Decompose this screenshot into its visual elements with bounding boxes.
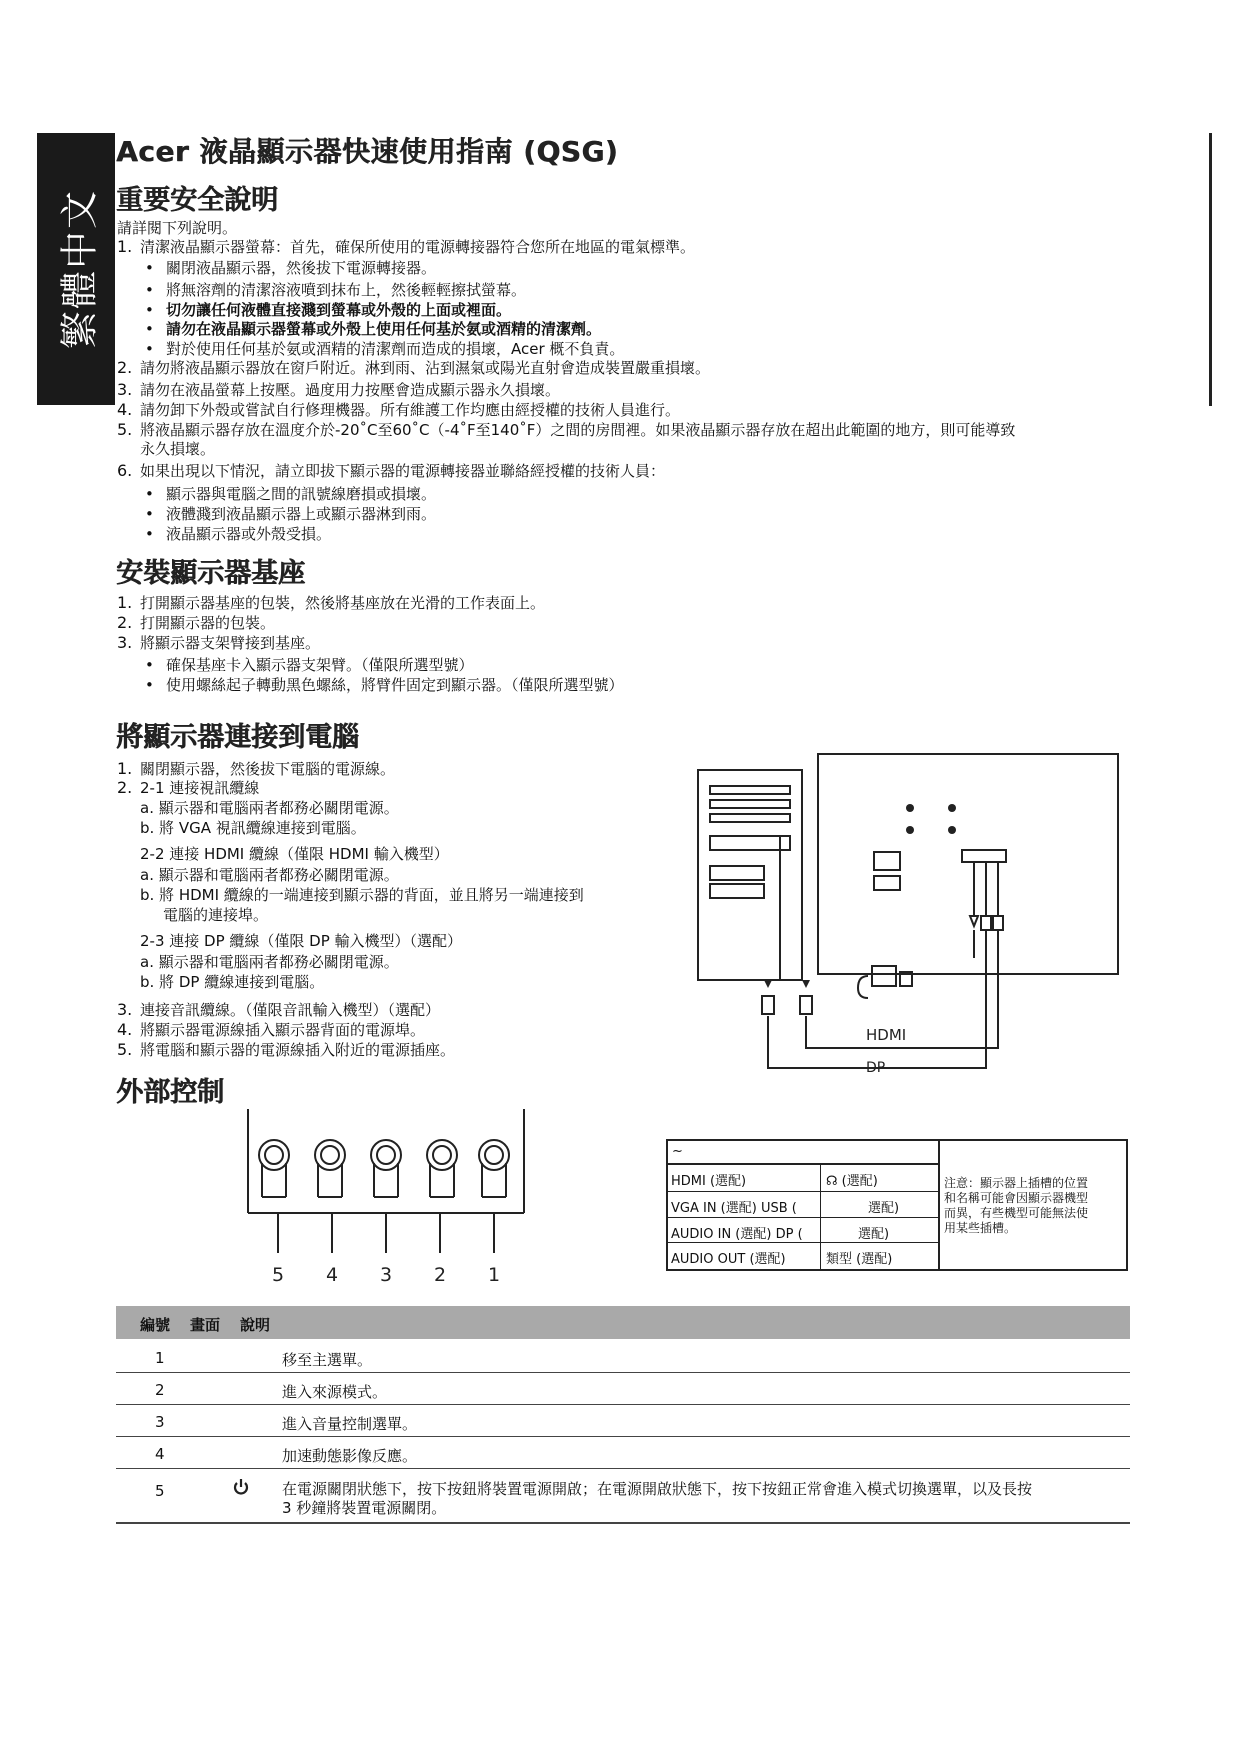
base-bullet: 確保基座卡入顯示器支架臂。（僅限所選型號） <box>166 656 474 674</box>
connect-item-text: 連接音訊纜線。（僅限音訊輸入機型）（選配） <box>140 1001 441 1019</box>
header-description: 說明 <box>240 1316 271 1334</box>
connect-sub: 電腦的連接埠。 <box>163 906 269 924</box>
page-title: Acer 液晶顯示器快速使用指南 (QSG) <box>116 135 619 168</box>
control-table-header <box>116 1306 1130 1339</box>
safety-item-text: 請勿將液晶顯示器放在窗戶附近。淋到雨、沾到濕氣或陽光直射會造成裝置嚴重損壞。 <box>140 359 711 377</box>
safety-item-text: 如果出現以下情況，請立即拔下顯示器的電源轉接器並聯絡經授權的技術人員： <box>140 462 666 480</box>
port-table-top: ~ <box>672 1144 683 1159</box>
port-cell: 類型 (選配) <box>826 1252 893 1267</box>
port-cell: ☊ (選配) <box>826 1174 878 1189</box>
row-description: 在電源關閉狀態下，按下按鈕將裝置電源開啟；在電源開啟狀態下，按下按鈕正常會進入模式切換選單，以及長按 <box>282 1480 1033 1498</box>
safety-item-text: 請勿在液晶螢幕上按壓。過度用力按壓會造成顯示器永久損壞。 <box>140 381 561 399</box>
row-number: 4 <box>155 1445 165 1463</box>
safety-bullet: 將無溶劑的清潔溶液噴到抹布上，然後輕輕擦拭螢幕。 <box>166 281 527 299</box>
safety-item-text: 清潔液晶顯示器螢幕：首先，確保所使用的電源轉接器符合您所在地區的電氣標準。 <box>140 238 696 256</box>
right-margin-rule <box>1209 133 1212 406</box>
power-icon <box>233 1478 249 1496</box>
bullet-dot: • <box>145 676 154 694</box>
bullet-dot: • <box>145 656 154 674</box>
button-number: 1 <box>488 1264 501 1286</box>
connect-item-text: 關閉顯示器，然後拔下電腦的電源線。 <box>140 760 396 778</box>
connect-item-num: 4. <box>117 1020 133 1039</box>
diagram-label-hdmi: HDMI <box>866 1026 907 1044</box>
row-divider <box>116 1468 1130 1469</box>
safety-bullet: 顯示器與電腦之間的訊號線磨損或損壞。 <box>166 485 437 503</box>
row-number: 2 <box>155 1381 165 1399</box>
row-description: 加速動態影像反應。 <box>282 1447 418 1465</box>
safety-item-text-cont: 永久損壞。 <box>140 440 216 458</box>
bullet-dot: • <box>145 320 154 338</box>
safety-bullet: 液晶顯示器或外殼受損。 <box>166 525 332 543</box>
connect-sub-heading: 2-3 連接 DP 纜線（僅限 DP 輸入機型）（選配） <box>140 932 463 950</box>
safety-item-text: 將液晶顯示器存放在溫度介於-20˚C至60˚C（-4˚F至140˚F）之間的房間裡。如果液晶顯示器存放在超出此範圍的地方，則可能導致 <box>140 421 1016 439</box>
base-item-text: 將顯示器支架臂接到基座。 <box>140 634 321 652</box>
button-number: 5 <box>272 1264 285 1286</box>
pc-tower-icon <box>698 770 802 980</box>
base-bullet: 使用螺絲起子轉動黑色螺絲，將臂件固定到顯示器。（僅限所選型號） <box>166 676 624 694</box>
connect-item-text: 2-1 連接視訊纜線 <box>140 779 260 797</box>
connect-sub: a. 顯示器和電腦兩者都務必關閉電源。 <box>140 953 399 971</box>
row-divider <box>116 1372 1130 1373</box>
safety-item-num: 1. <box>117 237 133 256</box>
language-label: 繁體中文 <box>57 188 102 350</box>
safety-bullet-bold: 請勿在液晶顯示器螢幕或外殼上使用任何基於氨或酒精的清潔劑。 <box>166 320 602 338</box>
port-cell: VGA IN (選配) USB ( <box>671 1201 797 1216</box>
row-description: 移至主選單。 <box>282 1351 373 1369</box>
base-item-text: 打開顯示器基座的包裝，然後將基座放在光滑的工作表面上。 <box>140 594 546 612</box>
connect-sub: a. 顯示器和電腦兩者都務必關閉電源。 <box>140 866 399 884</box>
language-side-tab <box>37 133 115 405</box>
control-button-icon <box>259 1140 289 1197</box>
connect-item-num: 2. <box>117 778 133 797</box>
bullet-dot: • <box>145 525 154 543</box>
port-cell: HDMI (選配) <box>671 1174 747 1189</box>
port-cell: 選配) <box>868 1201 900 1216</box>
connect-heading: 將顯示器連接到電腦 <box>116 722 359 753</box>
connect-sub: b. 將 DP 纜線連接到電腦。 <box>140 973 325 991</box>
header-number: 編號 <box>140 1316 171 1334</box>
safety-item-text: 請勿卸下外殼或嘗試自行修理機器。所有維護工作均應由經授權的技術人員進行。 <box>140 401 681 419</box>
connect-item-num: 3. <box>117 1000 133 1019</box>
row-divider <box>116 1404 1130 1405</box>
connect-sub: b. 將 VGA 視訊纜線連接到電腦。 <box>140 819 366 837</box>
bullet-dot: • <box>145 485 154 503</box>
safety-item-num: 2. <box>117 358 133 377</box>
port-cell: AUDIO IN (選配) DP ( <box>671 1227 803 1242</box>
safety-heading: 重要安全說明 <box>116 185 278 216</box>
external-heading: 外部控制 <box>116 1077 224 1108</box>
port-note: 和名稱可能會因顯示器機型 <box>944 1191 1089 1205</box>
safety-item-num: 6. <box>117 461 133 480</box>
row-number: 5 <box>155 1482 165 1500</box>
diagram-label-dp: DP <box>866 1060 886 1076</box>
connect-sub: a. 顯示器和電腦兩者都務必關閉電源。 <box>140 799 399 817</box>
bullet-dot: • <box>145 301 154 319</box>
table-bottom-line <box>116 1522 1130 1524</box>
safety-bullet: 對於使用任何基於氨或酒精的清潔劑而造成的損壞，Acer 概不負責。 <box>166 340 625 358</box>
row-description: 進入音量控制選單。 <box>282 1415 418 1433</box>
safety-bullet: 液體濺到液晶顯示器上或顯示器淋到雨。 <box>166 505 437 523</box>
row-description: 進入來源模式。 <box>282 1383 388 1401</box>
header-screen: 畫面 <box>190 1316 221 1334</box>
bullet-dot: • <box>145 505 154 523</box>
port-cell: 選配) <box>858 1227 890 1242</box>
connect-item-text: 將顯示器電源線插入顯示器背面的電源埠。 <box>140 1021 426 1039</box>
safety-intro: 請詳閱下列說明。 <box>117 219 238 237</box>
safety-bullet-bold: 切勿讓任何液體直接濺到螢幕或外殼的上面或裡面。 <box>166 301 512 319</box>
port-note: 用某些插槽。 <box>944 1221 1017 1235</box>
button-panel-diagram <box>240 1105 530 1295</box>
button-number: 4 <box>326 1264 339 1286</box>
connect-item-num: 1. <box>117 759 133 778</box>
port-note: 注意：顯示器上插槽的位置 <box>944 1176 1089 1190</box>
safety-item-num: 4. <box>117 400 133 419</box>
row-description-cont: 3 秒鐘將裝置電源關閉。 <box>282 1499 447 1517</box>
bullet-dot: • <box>145 281 154 299</box>
bullet-dot: • <box>145 259 154 277</box>
port-cell: AUDIO OUT (選配) <box>671 1252 786 1267</box>
base-item-text: 打開顯示器的包裝。 <box>140 614 276 632</box>
connection-diagram <box>690 748 1130 1088</box>
row-divider <box>116 1436 1130 1437</box>
monitor-back-icon <box>818 754 1118 974</box>
button-number: 2 <box>434 1264 447 1286</box>
port-note: 而異，有些機型可能無法使 <box>944 1206 1089 1220</box>
connect-item-num: 5. <box>117 1040 133 1059</box>
port-table <box>666 1139 1128 1271</box>
row-number: 1 <box>155 1349 165 1367</box>
safety-bullet: 關閉液晶顯示器，然後拔下電源轉接器。 <box>166 259 437 277</box>
base-item-num: 3. <box>117 633 133 652</box>
safety-item-num: 5. <box>117 420 133 439</box>
button-number: 3 <box>380 1264 393 1286</box>
base-item-num: 1. <box>117 593 133 612</box>
connect-sub: b. 將 HDMI 纜線的一端連接到顯示器的背面，並且將另一端連接到 <box>140 886 584 904</box>
base-heading: 安裝顯示器基座 <box>116 558 305 589</box>
bullet-dot: • <box>145 340 154 358</box>
safety-item-num: 3. <box>117 380 133 399</box>
connect-item-text: 將電腦和顯示器的電源線插入附近的電源插座。 <box>140 1041 456 1059</box>
row-number: 3 <box>155 1413 165 1431</box>
base-item-num: 2. <box>117 613 133 632</box>
connect-sub-heading: 2-2 連接 HDMI 纜線（僅限 HDMI 輸入機型） <box>140 845 449 863</box>
